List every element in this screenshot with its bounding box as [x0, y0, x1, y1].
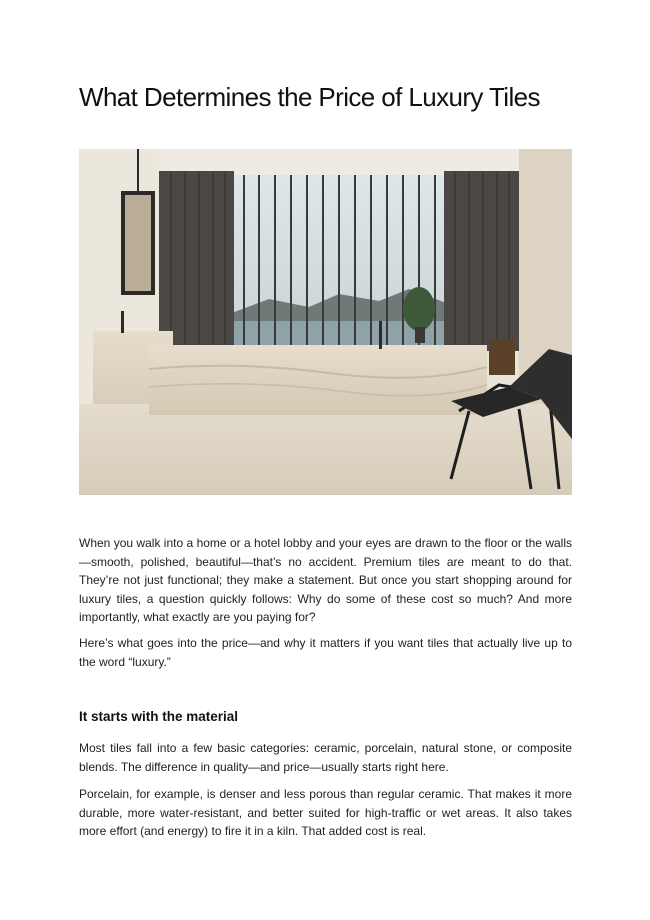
lead-paragraph: [79, 634, 572, 671]
paragraph-text: Porcelain, for example, is denser and less porous than regular ceramic. That makes it more durable, more water-resistant, and better suited for high-traffic or wet areas. It also takes more effort (and energy) to fire it in a kiln. That added cost is real.: [79, 787, 572, 839]
section-paragraph: [79, 785, 572, 841]
section-heading: It starts with the material: [79, 709, 239, 724]
paragraph-text: When you walk into a home or a hotel lobby and your eyes are drawn to the floor or the walls—smooth, polished, beautiful—that’s no accident. Premium tiles are meant to do that. They’re not just functional; they make a statement. But once you start shopping around for luxury tiles, a question quickly follows: Why do some of these cost so much? And more importantly, what exactly are you paying for?: [79, 536, 572, 625]
intro-paragraph: [79, 534, 572, 627]
hero-image: [79, 149, 572, 495]
paragraph-text: Most tiles fall into a few basic categories: ceramic, porcelain, natural stone, or composite blends. The difference in quality—and price—usually starts right here.: [79, 741, 572, 774]
page-title: What Determines the Price of Luxury Tiles: [79, 82, 540, 112]
paragraph-text: Here’s what goes into the price—and why it matters if you want tiles that actually live up to the word “luxury.”: [79, 636, 572, 669]
luxury-bathroom-photo-icon: [79, 149, 572, 495]
section-paragraph: [79, 739, 572, 776]
